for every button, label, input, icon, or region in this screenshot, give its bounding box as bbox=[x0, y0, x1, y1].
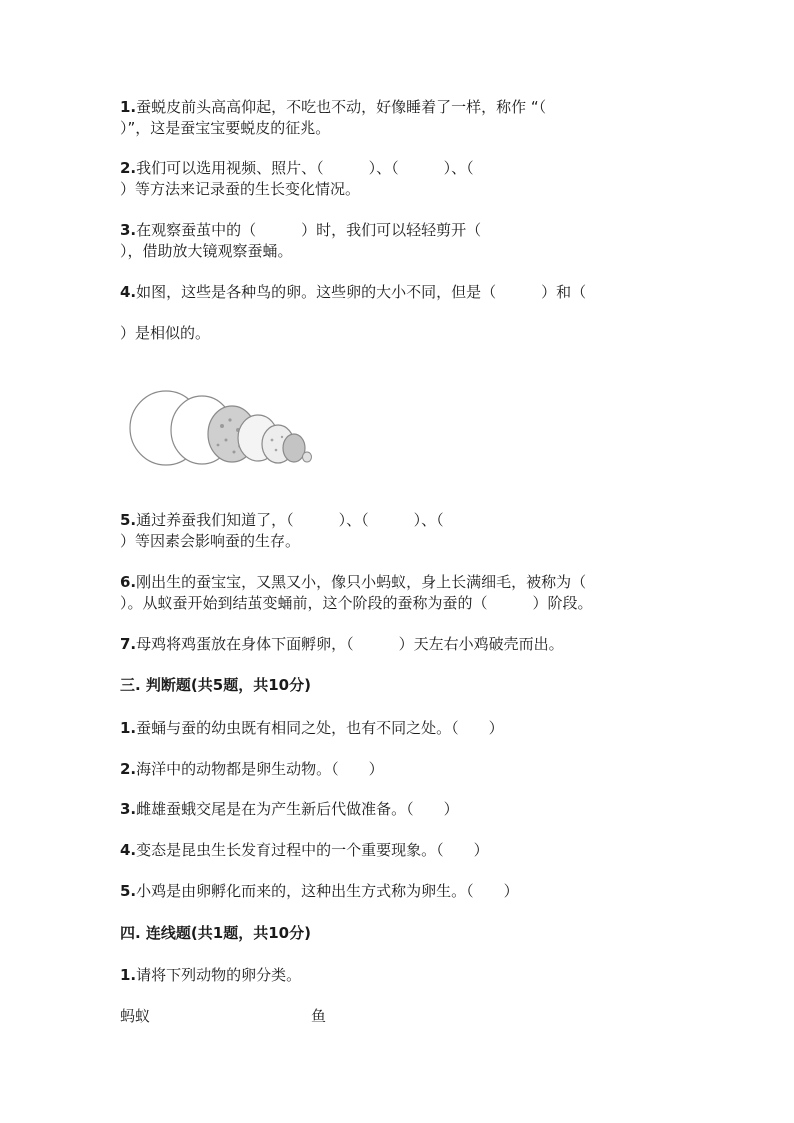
question-number: 3. bbox=[120, 221, 137, 239]
question-number: 5. bbox=[120, 882, 137, 900]
section-heading-match: 四. 连线题(共1题，共10分) bbox=[120, 924, 311, 942]
question-text: 蚕蜕皮前头高高仰起，不吃也不动，好像睡着了一样，称作 “（ bbox=[136, 98, 547, 116]
question-number: 1. bbox=[120, 719, 137, 737]
judge-question-2 bbox=[120, 759, 384, 779]
question-number: 3. bbox=[120, 800, 137, 818]
question-text: 蚕蛹与蚕的幼虫既有相同之处，也有不同之处。（ ） bbox=[136, 719, 504, 737]
question-number: 4. bbox=[120, 841, 137, 859]
question-text: 变态是昆虫生长发育过程中的一个重要现象。（ ） bbox=[136, 841, 489, 859]
question-2-line-1 bbox=[120, 158, 474, 178]
question-4-line-1 bbox=[120, 282, 586, 302]
judge-question-4 bbox=[120, 840, 489, 860]
judge-question-3 bbox=[120, 799, 459, 819]
egg-6 bbox=[283, 434, 305, 462]
question-6-line-2: ）。从蚁蚕开始到结茧变蛹前，这个阶段的蚕称为蚕的（ ）阶段。 bbox=[120, 594, 593, 612]
question-4-line-2: ）是相似的。 bbox=[120, 324, 211, 342]
match-item-fish[interactable]: 鱼 bbox=[311, 1007, 327, 1025]
question-1-line-1 bbox=[120, 97, 546, 117]
question-text: 小鸡是由卵孵化而来的，这种出生方式称为卵生。（ ） bbox=[136, 882, 519, 900]
question-number: 1. bbox=[120, 966, 137, 984]
question-1-line-2: ）”，这是蚕宝宝要蜕皮的征兆。 bbox=[120, 119, 331, 137]
match-question-1 bbox=[120, 965, 301, 985]
question-6-line-1 bbox=[120, 572, 586, 592]
question-number: 7. bbox=[120, 635, 137, 653]
question-number: 5. bbox=[120, 511, 137, 529]
judge-question-5 bbox=[120, 881, 519, 901]
question-5-line-1 bbox=[120, 510, 444, 530]
question-number: 2. bbox=[120, 760, 137, 778]
judge-question-1 bbox=[120, 718, 504, 738]
question-5-line-2: ）等因素会影响蚕的生存。 bbox=[120, 532, 301, 550]
egg-7 bbox=[303, 452, 312, 462]
question-text: 通过养蚕我们知道了，（ ）、（ ）、（ bbox=[136, 511, 444, 529]
question-text: 母鸡将鸡蛋放在身体下面孵卵，（ ）天左右小鸡破壳而出。 bbox=[136, 635, 564, 653]
question-text: 我们可以选用视频、照片、（ ）、（ ）、（ bbox=[136, 159, 474, 177]
question-text: 雌雄蚕蛾交尾是在为产生新后代做准备。（ ） bbox=[136, 800, 459, 818]
bird-eggs-illustration bbox=[126, 390, 326, 470]
question-text: 请将下列动物的卵分类。 bbox=[136, 966, 302, 984]
question-text: 海洋中的动物都是卵生动物。（ ） bbox=[136, 760, 384, 778]
question-text: 在观察蚕茧中的（ ）时，我们可以轻轻剪开（ bbox=[136, 221, 482, 239]
question-number: 6. bbox=[120, 573, 137, 591]
question-number: 1. bbox=[120, 98, 137, 116]
question-7-line-1 bbox=[120, 634, 564, 654]
question-3-line-1 bbox=[120, 220, 481, 240]
question-text: 如图，这些是各种鸟的卵。这些卵的大小不同，但是（ ）和（ bbox=[136, 283, 587, 301]
match-item-ant[interactable]: 蚂蚁 bbox=[120, 1007, 151, 1025]
question-text: 刚出生的蚕宝宝，又黑又小，像只小蚂蚁，身上长满细毛，被称为（ bbox=[136, 573, 587, 591]
question-number: 2. bbox=[120, 159, 137, 177]
question-2-line-2: ）等方法来记录蚕的生长变化情况。 bbox=[120, 180, 361, 198]
question-3-line-2: ），借助放大镜观察蚕蛹。 bbox=[120, 242, 293, 260]
section-heading-judge: 三. 判断题(共5题，共10分) bbox=[120, 676, 311, 694]
question-number: 4. bbox=[120, 283, 137, 301]
